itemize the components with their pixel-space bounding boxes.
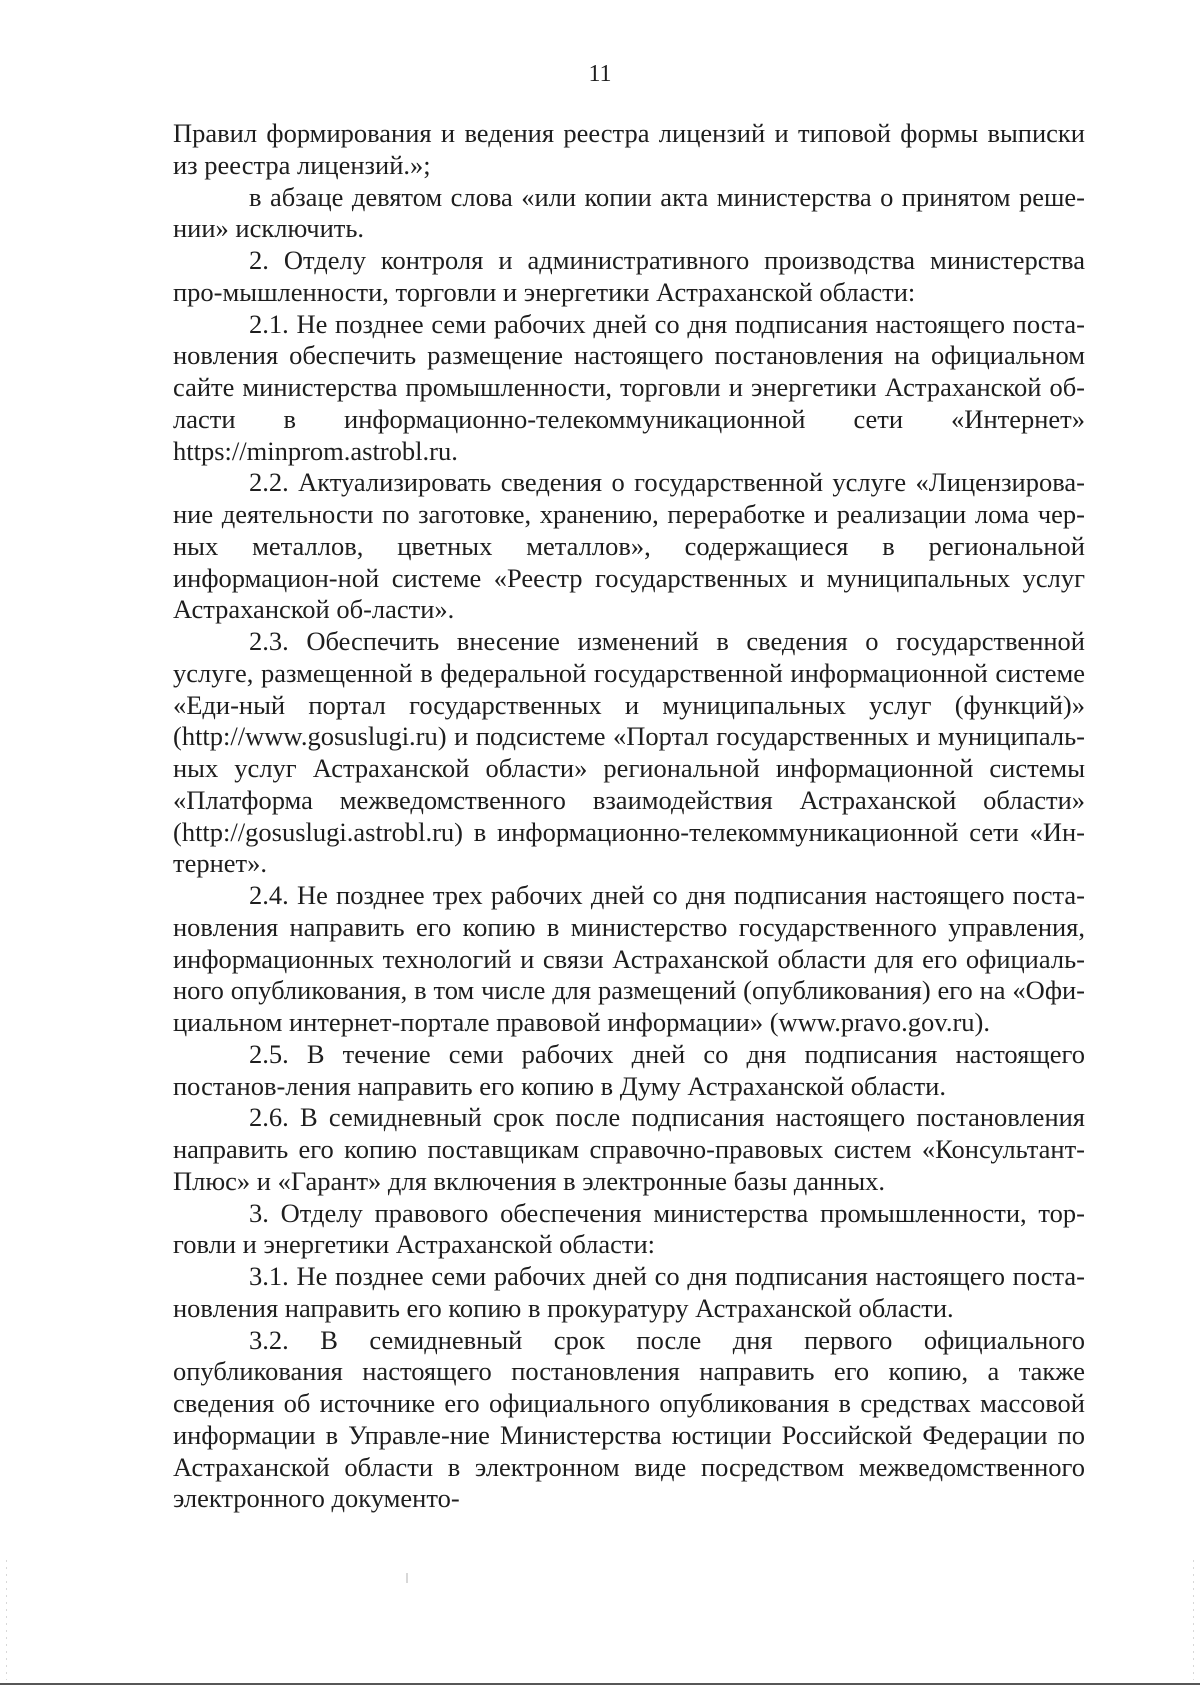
paragraph-item-3: 3. Отделу правового обеспечения министерства промышленности, тор-говли и энергетики Астраханской области:: [173, 1197, 1085, 1260]
scan-artifact-left: [6, 1560, 7, 1680]
paragraph-item-2-5: 2.5. В течение семи рабочих дней со дня подписания настоящего постанов-ления направить его копию в Думу Астраханской области.: [173, 1038, 1085, 1101]
paragraph-item-2-3: 2.3. Обеспечить внесение изменений в сведения о государственной услуге, размещенной в федеральной государственной информационной системе «Еди-ный портал государственных и муниципальных услуг (функций)» (http://www.gosuslugi.ru) и подсистеме «Портал государственных и муниципаль-ных услуг Астраханской области» региональной информационной системы «Платформа межведомственного взаимодействия Астраханской области» (http://gosuslugi.astrobl.ru) в информационно-телекоммуникационной сети «Ин-тернет».: [173, 626, 1085, 879]
scan-bottom-edge: [0, 1683, 1200, 1685]
document-body: [173, 118, 1085, 1515]
paragraph-item-2-6: 2.6. В семидневный срок после подписания настоящего постановления направить его копию поставщикам справочно-правовых систем «Консультант-Плюс» и «Гарант» для включения в электронные базы данных.: [173, 1102, 1085, 1196]
paragraph-item-2-1: 2.1. Не позднее семи рабочих дней со дня подписания настоящего поста-новления обеспечить размещение настоящего постановления на официальном сайте министерства промышленности, торговли и энергетики Астраханской об-ласти в информационно-телекоммуникационной сети «Интернет» https://minprom.astrobl.ru.: [173, 308, 1085, 466]
scan-artifact-dot: [406, 1573, 408, 1583]
page-number: 11: [588, 61, 612, 87]
paragraph-continuation: Правил формирования и ведения реестра лицензий и типовой формы выписки из реестра лицензий.»;: [173, 118, 1085, 180]
scan-artifact-right: [1193, 1560, 1194, 1680]
paragraph-item-2-2: 2.2. Актуализировать сведения о государственной услуге «Лицензирова-ние деятельности по заготовке, хранению, переработке и реализации лома чер-ных металлов, цветных металлов», содержащиеся в региональной информацион-ной системе «Реестр государственных и муниципальных услуг Астраханской об-ласти».: [173, 467, 1085, 625]
paragraph-amendment: в абзаце девятом слова «или копии акта министерства о принятом реше-нии» исключить.: [173, 181, 1085, 244]
paragraph-item-3-1: 3.1. Не позднее семи рабочих дней со дня подписания настоящего поста-новления направить его копию в прокуратуру Астраханской области.: [173, 1261, 1085, 1323]
paragraph-item-3-2: 3.2. В семидневный срок после дня первого официального опубликования настоящего постановления направить его копию, а также сведения об источнике его официального опубликования в средствах массовой информации в Управле-ние Министерства юстиции Российской Федерации по Астраханской области в электронном виде посредством межведомственного электронного документо-: [173, 1324, 1085, 1514]
paragraph-item-2: 2. Отделу контроля и административного производства министерства про-мышленности, торговли и энергетики Астраханской области:: [173, 245, 1085, 307]
paragraph-item-2-4: 2.4. Не позднее трех рабочих дней со дня подписания настоящего поста-новления направить его копию в министерство государственного управления, информационных технологий и связи Астраханской области для его официаль-ного опубликования, в том числе для размещений (опубликования) его на «Офи-циальном интернет-портале правовой информации» (www.pravo.gov.ru).: [173, 880, 1085, 1037]
